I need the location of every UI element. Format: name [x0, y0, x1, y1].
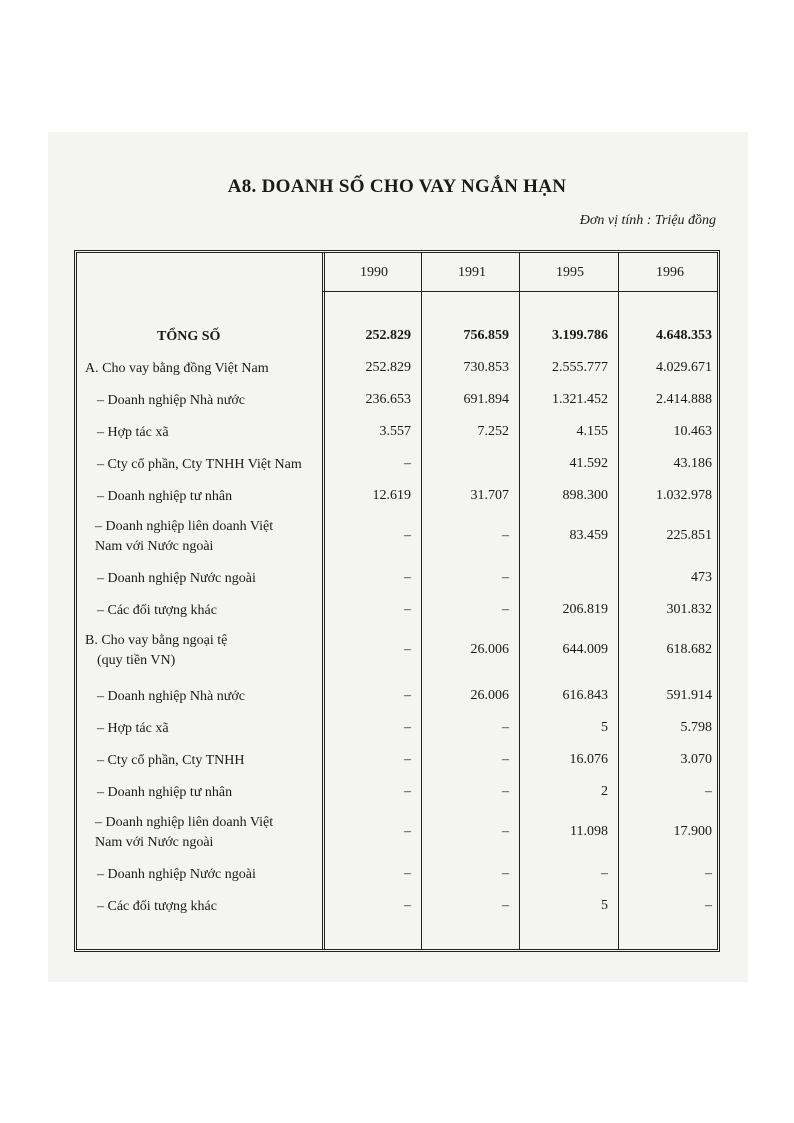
data-table [74, 250, 720, 952]
table-cell: 41.592 [569, 456, 608, 471]
column-divider [322, 253, 325, 949]
page-title: A8. DOANH SỐ CHO VAY NGẮN HẠN [227, 176, 567, 197]
table-cell: 3.199.786 [552, 328, 608, 343]
table-cell: 12.619 [372, 488, 411, 503]
table-cell: 730.853 [463, 360, 509, 375]
row-label [95, 517, 273, 557]
table-cell: – [404, 752, 411, 767]
table-cell: 2 [601, 784, 608, 799]
table-cell: 7.252 [477, 424, 509, 439]
row-label-line: – Hợp tác xã [97, 721, 169, 736]
table-cell: 26.006 [470, 642, 509, 657]
table-cell: 898.300 [562, 488, 608, 503]
row-label [85, 359, 269, 379]
table-cell: – [404, 642, 411, 657]
table-cell: 591.914 [666, 688, 712, 703]
table-cell: – [502, 784, 509, 799]
table-cell: 1.032.978 [656, 488, 712, 503]
column-header: 1991 [458, 265, 486, 280]
table-cell: – [404, 824, 411, 839]
table-cell: 5 [601, 898, 608, 913]
table-cell: 756.859 [463, 328, 509, 343]
table-cell: 4.029.671 [656, 360, 712, 375]
table-cell: – [404, 784, 411, 799]
unit-note: Đơn vị tính : Triệu đồng [579, 213, 716, 228]
row-label [97, 569, 256, 589]
row-label [97, 719, 169, 739]
table-cell: 206.819 [562, 602, 608, 617]
table-cell: 301.832 [666, 602, 712, 617]
table-cell: – [502, 528, 509, 543]
row-label-line: – Doanh nghiệp liên doanh Việt [95, 815, 274, 830]
row-label [97, 783, 232, 803]
column-divider [519, 253, 520, 949]
table-cell: 252.829 [365, 328, 411, 343]
table-cell: 17.900 [673, 824, 712, 839]
table-cell: – [705, 898, 712, 913]
table-cell: – [705, 784, 712, 799]
table-cell: 616.843 [562, 688, 608, 703]
table-cell: 1.321.452 [552, 392, 608, 407]
table-cell: 691.894 [463, 392, 509, 407]
table-cell: – [404, 866, 411, 881]
row-label-line: Nam với Nước ngoài [95, 835, 214, 850]
row-label-line: – Doanh nghiệp tư nhân [97, 489, 233, 504]
row-label [97, 487, 232, 507]
table-cell: 252.829 [365, 360, 411, 375]
row-label [97, 897, 217, 917]
row-label [97, 865, 256, 885]
table-cell: 11.098 [570, 824, 608, 839]
row-label-line: – Doanh nghiệp Nước ngoài [97, 571, 256, 586]
column-header: 1995 [556, 265, 584, 280]
table-cell: – [404, 456, 411, 471]
row-label [97, 423, 169, 443]
row-label-line: – Cty cổ phần, Cty TNHH [97, 753, 245, 768]
row-label-line: B. Cho vay bằng ngoại tệ [85, 633, 228, 648]
table-cell: – [502, 824, 509, 839]
table-cell: 5.798 [680, 720, 712, 735]
row-label [97, 687, 245, 707]
row-label-line: (quy tiền VN) [97, 653, 176, 668]
row-label [157, 327, 220, 347]
row-label-line: – Doanh nghiệp Nhà nước [97, 393, 245, 408]
table-cell: – [404, 570, 411, 585]
table-cell: 16.076 [569, 752, 608, 767]
table-cell: – [601, 866, 608, 881]
table-cell: 4.155 [576, 424, 608, 439]
table-cell: – [502, 602, 509, 617]
table-cell: 31.707 [470, 488, 509, 503]
table-cell: – [404, 720, 411, 735]
column-divider [618, 253, 619, 949]
row-label-line: Nam với Nước ngoài [95, 539, 214, 554]
column-divider [421, 253, 422, 949]
table-cell: 4.648.353 [656, 328, 712, 343]
row-label [97, 391, 245, 411]
table-cell: – [502, 752, 509, 767]
table-cell: 225.851 [666, 528, 712, 543]
row-label-line: – Doanh nghiệp Nước ngoài [97, 867, 256, 882]
table-cell: – [502, 720, 509, 735]
table-cell: 5 [601, 720, 608, 735]
row-label-line: – Doanh nghiệp Nhà nước [97, 689, 245, 704]
row-label [85, 631, 227, 671]
table-cell: 3.557 [379, 424, 411, 439]
table-cell: 3.070 [680, 752, 712, 767]
header-rule [322, 291, 717, 292]
table-cell: – [705, 866, 712, 881]
row-label-line: – Các đối tượng khác [97, 603, 217, 618]
row-label [95, 813, 273, 853]
table-cell: 473 [691, 570, 712, 585]
row-label [97, 751, 245, 771]
row-label [97, 601, 217, 621]
table-cell: – [502, 570, 509, 585]
table-cell: – [502, 898, 509, 913]
row-label-line: – Các đối tượng khác [97, 899, 217, 914]
column-header: 1996 [656, 265, 684, 280]
table-cell: 2.555.777 [552, 360, 608, 375]
row-label-line: A. Cho vay bằng đồng Việt Nam [85, 361, 269, 376]
table-cell: 618.682 [666, 642, 712, 657]
table-cell: 43.186 [673, 456, 712, 471]
table-cell: – [404, 602, 411, 617]
table-cell: 26.006 [470, 688, 509, 703]
table-cell: 644.009 [562, 642, 608, 657]
table-cell: – [502, 866, 509, 881]
table-cell: – [404, 528, 411, 543]
row-label [97, 455, 302, 475]
row-label-line: – Cty cổ phần, Cty TNHH Việt Nam [97, 457, 302, 472]
row-label-line: TỔNG SỐ [157, 329, 221, 344]
row-label-line: – Doanh nghiệp liên doanh Việt [95, 519, 274, 534]
table-cell: 236.653 [365, 392, 411, 407]
table-cell: 2.414.888 [656, 392, 712, 407]
table-cell: 10.463 [673, 424, 712, 439]
table-cell: 83.459 [569, 528, 608, 543]
row-label-line: – Hợp tác xã [97, 425, 169, 440]
row-label-line: – Doanh nghiệp tư nhân [97, 785, 233, 800]
table-cell: – [404, 688, 411, 703]
table-cell: – [404, 898, 411, 913]
column-header: 1990 [360, 265, 388, 280]
